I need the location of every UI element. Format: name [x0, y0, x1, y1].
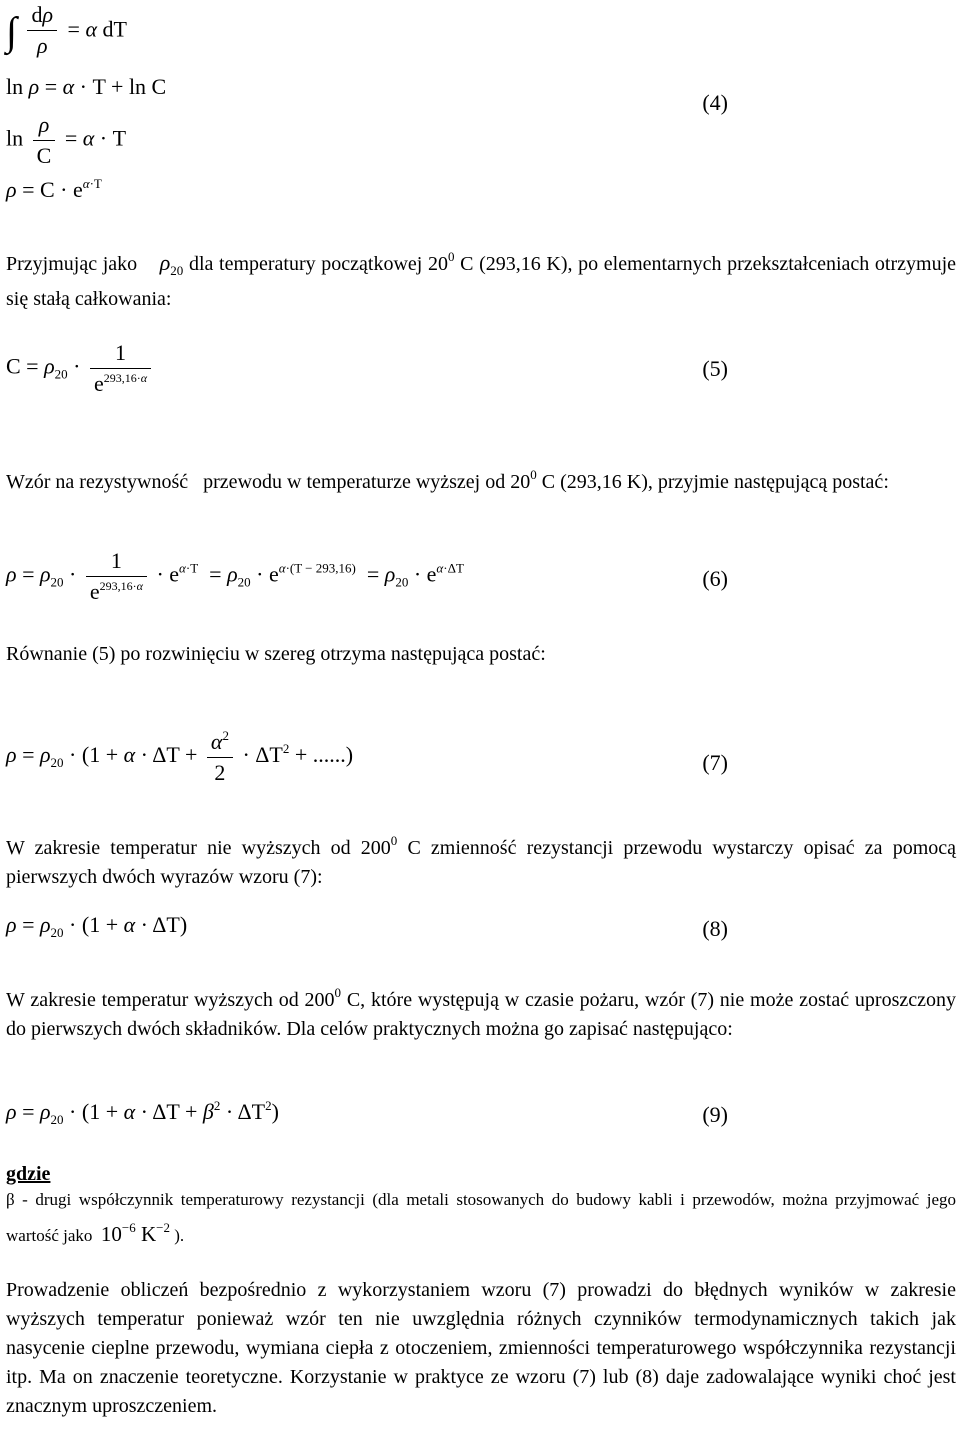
equation-9: $\rho = \rho_{20} \cdot (1 + \alpha \cdot \Delta T + \beta^2 \cdot \Delta T^2)$ — [6, 1098, 279, 1127]
equation-5: $C = \rho_{20}$ · $\frac{1}{e^{293,16\cdot\alpha}}$ — [6, 340, 155, 397]
equation-6: $\rho = \rho_{20}$ · $\frac{1}{e^{293,16\cdot\alpha}}$ · $e^{\alpha\cdot T} = \rho_{20} \cdot e^{\alpha\cdot(T - 293,16)} = \rho_{20} \cdot e^{\alpha\cdot\Delta T}$ — [6, 548, 464, 604]
equation-ln: ln ρ = α · T + ln C — [6, 74, 167, 99]
paragraph-7: Prowadzenie obliczeń bezpośrednio z wykorzystaniem wzoru (7) prowadzi do błędnych wyników w zakresie wyższych temperatur ponieważ wzór ten nie uwzględnia różnych czynników termodynamicznych takich jak nasycenie cieplne przewodu, wymiana ciepła z otoczeniem, zmienności temperaturowego współczynnika rezystancji itp. Ma on znaczenie teoretyczne. Korzystanie w praktyce ze wzoru (7) lub (8) daje zadowalające wyniki choć jest znacznym uproszczeniem. — [6, 1279, 956, 1417]
equation-label-9: (9) — [702, 1102, 728, 1127]
equation-label-6: (6) — [702, 566, 728, 591]
paragraph-6: β - drugi współczynnik temperaturowy rezystancji (dla metali stosowanych do budowy kabli i przewodów, można przyjmować jego wartość jako $10^{-6}$ $K^{-2}$ ). — [6, 1190, 956, 1246]
equation-8: $\rho = \rho_{20} \cdot (1 + \alpha \cdot \Delta T)$ — [6, 912, 188, 940]
equation-label-5: (5) — [702, 356, 728, 381]
equation-ln-ratio: ln $\frac{\rho}{C}$ = α · T — [6, 112, 127, 168]
gdzie-text: gdzie — [6, 1163, 51, 1185]
equation-integral: ∫ $\frac{d\rho}{\rho}$ = α dT — [6, 2, 127, 58]
paragraph-5: W zakresie temperatur wyższych od $200^0$ C, które występują w czasie pożaru, wzór (7) nie może zostać uproszczony do pierwszych dwóch składników. Dla celów praktycznych można go zapisać następująco: — [6, 985, 956, 1040]
paragraph-1: Przyjmując jako $\rho_{20}$ dla temperatury początkowej $20^0$ C (293,16 K), po elementarnych przekształceniach otrzymuje się stałą całkowania: — [6, 249, 956, 310]
equation-7: $\rho = \rho_{20} \cdot (1 + \alpha \cdot \Delta T$ + $\frac{\alpha^2}{2}$ · $\Delta T^2$ + ......) — [6, 728, 354, 785]
equation-label-7: (7) — [702, 750, 728, 775]
equation-exp: $\rho = C \cdot e^{\alpha\cdot T}$ — [6, 176, 102, 202]
paragraph-2: Wzór na rezystywność przewodu w temperaturze wyższej od $20^0$ C (293,16 K), przyjmie następującą postać: — [6, 467, 889, 493]
paragraph-4: W zakresie temperatur nie wyższych od $200^0$ C zmienność rezystancji przewodu wystarczy opisać za pomocą pierwszych dwóch wyrazów wzoru (7): — [6, 833, 957, 888]
paragraph-3: Równanie (5) po rozwinięciu w szereg otrzyma następująca postać: — [6, 643, 546, 665]
equation-label-4: (4) — [702, 90, 728, 115]
gdzie-label — [6, 1160, 956, 1189]
equation-label-8: (8) — [702, 916, 728, 941]
